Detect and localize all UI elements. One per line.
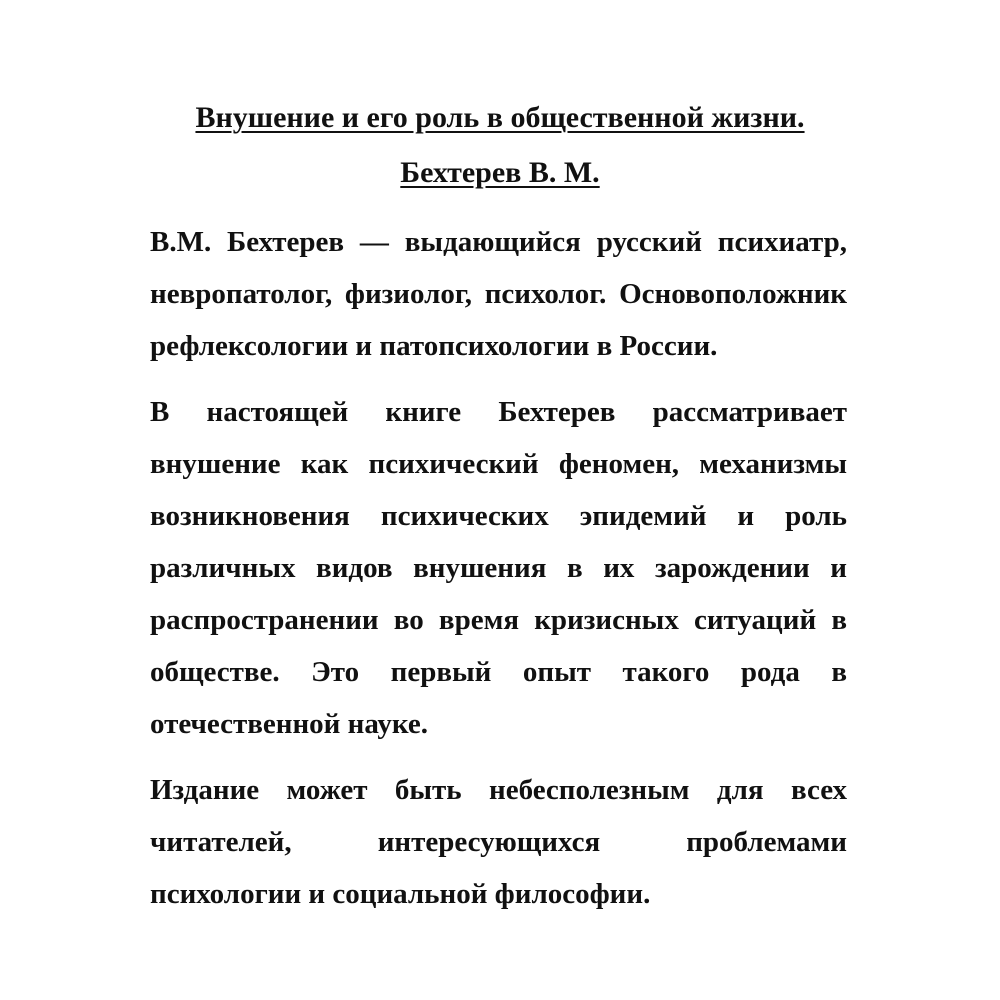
document-title: Внушение и его роль в общественной жизни. bbox=[195, 101, 805, 134]
paragraph-author-bio: В.М. Бехтерев — выдающийся русский психиатр, невропатолог, физиолог, психолог. Основоположник рефлексологии и патопсихологии в России. bbox=[150, 226, 847, 362]
document-body bbox=[150, 216, 847, 934]
paragraph-book-summary: В настоящей книге Бехтерев рассматривает внушение как психический феномен, механизмы возникновения психических эпидемий и роль различных видов внушения в их зарождении и распространении во время кризисных ситуаций в обществе. Это первый опыт такого рода в отечественной науке. bbox=[150, 396, 847, 740]
document-author: Бехтерев В. М. bbox=[400, 156, 600, 189]
paragraph-audience: Издание может быть небесполезным для всех читателей, интересующихся проблемами психологии и социальной философии. bbox=[150, 774, 847, 910]
